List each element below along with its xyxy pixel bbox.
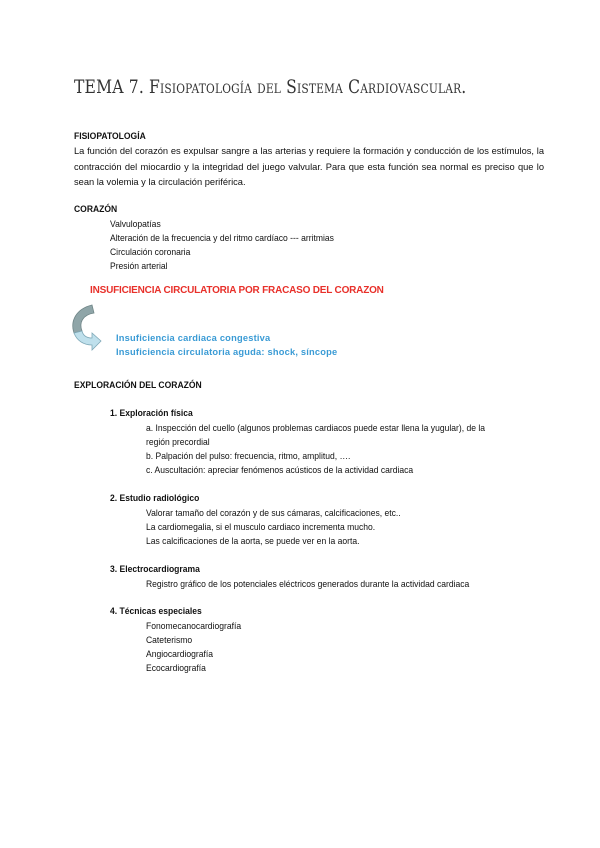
exploracion-heading: EXPLORACIÓN DEL CORAZÓN: [74, 380, 202, 390]
section-title: 2. Estudio radiológico: [110, 493, 200, 503]
page-title: TEMA 7. Fisiopatología del Sistema Cardiovascular.: [74, 76, 467, 98]
section-item: La cardiomegalia, si el musculo cardiaco incrementa mucho.: [146, 522, 376, 532]
section-item: Fonomecanocardiografía: [146, 621, 242, 631]
fisiopatologia-paragraph: La función del corazón es expulsar sangre a las arterias y requiere la formación y conducción de los estímulos, la contracción del miocardio y la integridad del juego valvular. Para que esta función sea normal es preciso que lo sean la volemia y la circulación periférica.: [74, 146, 544, 187]
section-item: región precordial: [146, 437, 210, 447]
fisiopatologia-heading: FISIOPATOLOGÍA: [74, 131, 146, 141]
section-item: Registro gráfico de los potenciales eléctricos generados durante la actividad cardiaca: [146, 579, 470, 589]
insuficiencia-item: Insuficiencia cardiaca congestiva: [116, 333, 271, 343]
corazon-item: Valvulopatías: [110, 219, 161, 229]
corazon-item: Presión arterial: [110, 261, 168, 271]
section-title: 3. Electrocardiograma: [110, 564, 200, 574]
corazon-item: Alteración de la frecuencia y del ritmo cardíaco --- arritmias: [110, 233, 334, 243]
corazon-item: Circulación coronaria: [110, 247, 191, 257]
insuficiencia-heading: INSUFICIENCIA CIRCULATORIA POR FRACASO DEL CORAZON: [90, 285, 384, 296]
section-item: Valorar tamaño del corazón y de sus cámaras, calcificaciones, etc..: [146, 508, 401, 518]
section-item: Las calcificaciones de la aorta, se puede ver en la aorta.: [146, 536, 360, 546]
section-item: Angiocardiografía: [146, 649, 214, 659]
insuficiencia-item: Insuficiencia circulatoria aguda: shock, síncope: [116, 347, 338, 357]
section-title: 1. Exploración física: [110, 408, 193, 418]
section-item: c. Auscultación: apreciar fenómenos acústicos de la actividad cardiaca: [146, 465, 414, 475]
section-item: Ecocardiografía: [146, 663, 206, 673]
section-item: b. Palpación del pulso: frecuencia, ritmo, amplitud, ….: [146, 451, 351, 461]
section-item: Cateterismo: [146, 635, 193, 645]
section-item: a. Inspección del cuello (algunos problemas cardiacos puede estar llena la yugular), de la: [146, 423, 486, 433]
curved-arrow-icon: [68, 303, 108, 353]
section-title: 4. Técnicas especiales: [110, 606, 202, 616]
corazon-heading: CORAZÓN: [74, 204, 118, 214]
